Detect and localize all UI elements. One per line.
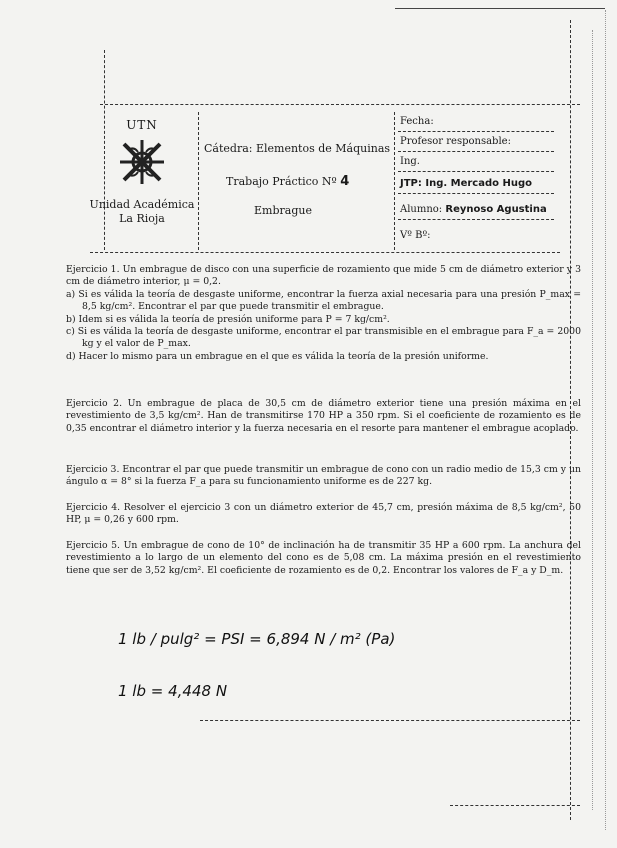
exercise-4-statement: Ejercicio 4. Resolver el ejercicio 3 con un diámetro exterior de 45,7 cm, presión máxima de 8,5 kg/cm², 50 HP, μ = 0,26 y 600 rpm. (66, 502, 581, 526)
exercise-4 (66, 502, 581, 527)
exercise-5-statement: Ejercicio 5. Un embrague de cono de 10° de inclinación ha de transmitir 35 HP a 600 rpm. La anchura del revestimiento a lo largo de un elemento del cono es de 5,08 cm. La máxima presión en el revestimiento tiene que ser de 3,52 kg/cm². El coeficiente de rozamiento es de 0,2. Encontrar los valores de F_a y D_m. (66, 540, 581, 576)
dashed-rule (450, 805, 580, 806)
profesor-name: Ing. (400, 156, 420, 167)
dashed-divider (198, 112, 199, 250)
unit-line-2: La Rioja (119, 212, 165, 225)
tp-label-text: Trabajo Práctico Nº (226, 175, 337, 188)
fecha-field (398, 112, 554, 132)
exercise-1-item-a: a) Si es válida la teoría de desgaste uniforme, encontrar la fuerza axial necesaria para una presión P_max = 8,5 kg/cm². Encontrar el par que puede transmitir el embrague. (66, 288, 581, 313)
vb-field (398, 226, 554, 246)
scan-noise (605, 10, 606, 830)
exercise-3 (66, 464, 581, 489)
exercise-3-statement: Ejercicio 3. Encontrar el par que puede transmitir un embrague de cono con un radio medio de 15,3 cm y un ángulo α = 8° si la fuerza F_a para su funcionamiento uniforme es de 227 kg. (66, 464, 581, 488)
dashed-rule (90, 252, 560, 253)
profesor-name-field (398, 152, 554, 172)
profesor-label: Profesor responsable: (400, 136, 511, 147)
handwritten-conversion-psi: 1 lb / pulg² = PSI = 6,894 N / m² (Pa) (118, 630, 396, 648)
header-block (88, 112, 556, 250)
unit-line-1: Unidad Académica (89, 198, 195, 211)
handwritten-conversion-lb: 1 lb = 4,448 N (118, 682, 228, 700)
exercise-2-statement: Ejercicio 2. Un embrague de placa de 30,5 cm de diámetro exterior tiene una presión máxima en el revestimiento de 3,5 kg/cm². Han de transmitirse 170 HP a 350 rpm. Si el coeficiente de rozamiento es de 0,35 encontrar el diámetro interior y la fuerza necesaria en el resorte para mantener el embrague acoplado. (66, 398, 581, 434)
alumno-field (398, 200, 554, 220)
fecha-label: Fecha: (400, 116, 434, 127)
exercise-1-item-d: d) Hacer lo mismo para un embrague en el que es válida la teoría de la presión uniforme. (66, 350, 489, 362)
vb-label: Vº Bº: (400, 230, 431, 241)
unit-name (88, 198, 196, 226)
utn-label: UTN (126, 118, 158, 132)
alumno-label: Alumno: (400, 204, 443, 215)
profesor-field (398, 132, 554, 152)
student-info (398, 112, 556, 250)
jtp-label: JTP: Ing. Mercado Hugo (400, 178, 532, 189)
tp-number: 4 (340, 174, 350, 189)
jtp-field (398, 174, 554, 194)
exercise-5 (66, 540, 581, 577)
tp-label (226, 174, 349, 189)
dashed-rule (100, 104, 580, 105)
exercise-1 (66, 264, 581, 363)
dashed-rule (200, 720, 580, 721)
exercise-1-statement: Ejercicio 1. Un embrague de disco con una superficie de rozamiento que mide 5 cm de diámetro exterior y 3 cm de diámetro interior, μ = 0,2. (66, 264, 581, 288)
institution-logo-block (88, 112, 196, 250)
scan-edge (395, 8, 605, 9)
scan-noise (592, 30, 593, 810)
exercise-1-item-b: b) Idem si es válida la teoría de presión uniforme para P = 7 kg/cm². (66, 313, 390, 325)
course-info (204, 112, 390, 250)
alumno-name: Reynoso Agustina (445, 204, 547, 215)
topic-label: Embrague (254, 204, 312, 217)
catedra-label: Cátedra: Elementos de Máquinas (204, 142, 391, 155)
utn-logo-icon (116, 136, 168, 188)
exercise-2 (66, 398, 581, 435)
dashed-divider (394, 112, 395, 250)
exercise-1-item-c: c) Si es válida la teoría de desgaste uniforme, encontrar el par transmisible en el embrague para F_a = 2000 kg y el valor de P_max. (66, 326, 581, 350)
